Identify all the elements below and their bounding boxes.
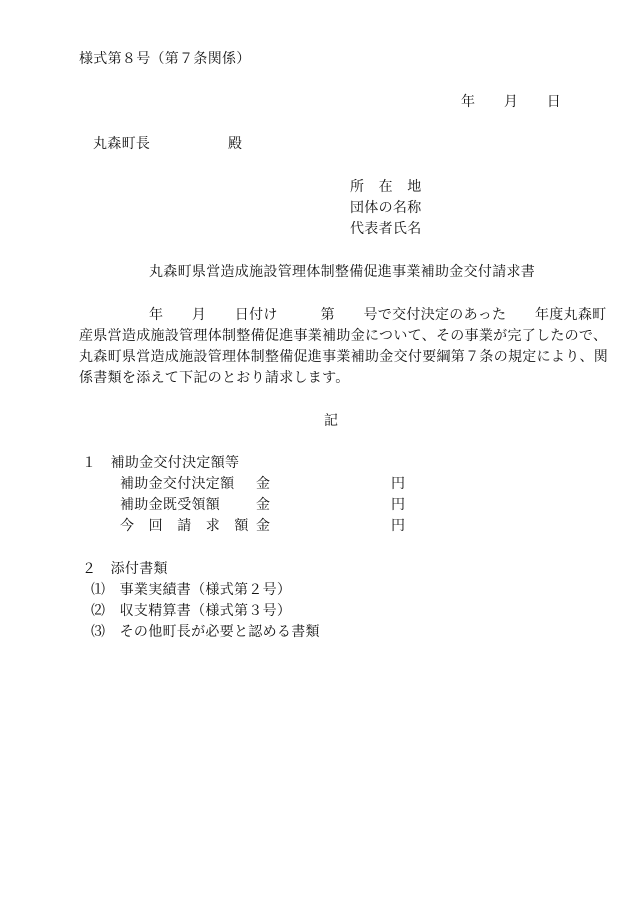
- section1-row-received-yen: 円: [391, 497, 406, 513]
- section1-row-decided-label: 補助金交付決定額: [120, 476, 235, 492]
- document-title: 丸森町県営造成施設管理体制整備促進事業補助金交付請求書: [149, 264, 536, 280]
- addressee-honorific: 殿: [228, 136, 243, 152]
- date-line: 年 月 日: [461, 94, 562, 110]
- section2-item-2: ⑵ 収支精算書（様式第３号）: [91, 603, 292, 619]
- section2-item-3: ⑶ その他町長が必要と認める書類: [91, 624, 320, 640]
- section2-heading: ２ 添付書類: [82, 561, 168, 577]
- applicant-representative-label: 代表者氏名: [350, 221, 422, 237]
- ki-heading: 記: [324, 413, 339, 429]
- body-line-1: 年 月 日付け 第 号で交付決定のあった 年度丸森町: [149, 307, 607, 323]
- body-line-4: 係書類を添えて下記のとおり請求します。: [79, 370, 350, 386]
- section2-item-1: ⑴ 事業実績書（様式第２号）: [91, 582, 292, 598]
- body-line-3: 丸森町県営造成施設管理体制整備促進事業補助金交付要綱第７条の規定により、関: [79, 349, 609, 365]
- addressee-name: 丸森町長: [93, 136, 151, 152]
- section1-row-decided-yen: 円: [391, 476, 406, 492]
- section1-row-request-kin: 金: [256, 518, 271, 534]
- section1-row-request-yen: 円: [391, 518, 406, 534]
- section1-row-request-label: 今 回 請 求 額: [120, 518, 249, 534]
- section1-row-decided-kin: 金: [256, 476, 271, 492]
- section1-row-received-label: 補助金既受領額: [120, 497, 221, 513]
- form-number: 様式第８号（第７条関係）: [79, 51, 251, 67]
- applicant-org-name-label: 団体の名称: [350, 200, 422, 216]
- body-line-2: 産県営造成施設管理体制整備促進事業補助金について、その事業が完了したので、: [79, 328, 608, 344]
- applicant-address-label: 所 在 地: [350, 179, 422, 195]
- section1-heading: １ 補助金交付決定額等: [82, 455, 240, 471]
- section1-row-received-kin: 金: [256, 497, 271, 513]
